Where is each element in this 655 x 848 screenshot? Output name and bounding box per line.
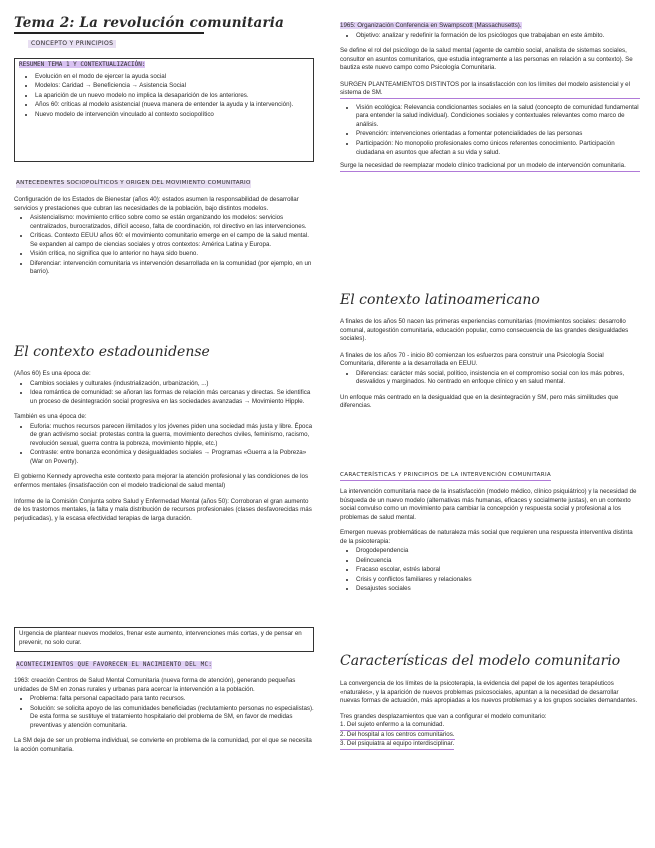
antecedentes-block: [14, 196, 314, 277]
carac-title: CARACTERÍSTICAS Y PRINCIPIOS DE LA INTERVENCIÓN COMUNITARIA: [340, 472, 551, 481]
emergen-item: • Drogodependencia: [356, 546, 640, 556]
eeuu-block: [14, 370, 314, 523]
summary-box: [14, 58, 314, 162]
title-underline: [14, 32, 204, 34]
antecedentes-item: • Críticas. Contexto EEUU años 60: el movimiento comunitario emerge en el campo de la salud mental. Se expanden al campo de ciencias sociales y otros contextos: América Latina y Europa.: [30, 231, 314, 249]
antecedentes-list: [14, 213, 314, 277]
eeuu-item: • Idea romántica de comunidad: se añoran las formas de relación más cercanas y directas. Se identifica un proceso de desintegración social progresiva en las sociedades avanzadas → Movimiento Hipple.: [30, 388, 314, 406]
desplazamiento-item: 3. Del psiquiatra al equipo interdisciplinar.: [340, 740, 454, 750]
surgen-item: • Visión ecológica: Relevancia condicionantes sociales en la salud (concepto de comunidad fundamental para entender la salud individual). Condiciones sociales y contextuales relevantes como marco de análisis.: [356, 103, 640, 130]
latino-block: [340, 318, 640, 411]
modelo-paragraph-2: Tres grandes desplazamientos que van a configurar el modelo comunitario:: [340, 712, 547, 720]
emergen-item: • Desajustes sociales: [356, 584, 640, 594]
acont-item: • Solución: se solicita apoyo de las comunidades beneficiadas (reclutamiento personas no especialistas). De esta forma se sustituye el tratamiento hospitalario del problema de SM, en favor de medidas preventivas y atención comunitaria.: [30, 704, 314, 731]
antecedentes-title: ANTECEDENTES SOCIOPOLÍTICOS Y ORIGEN DEL MOVIMIENTO COMUNITARIO: [16, 180, 251, 186]
desplazamiento-item: 2. Del hospital a los centros comunitarios.: [340, 731, 455, 741]
antecedentes-item: • Asistencialismo: movimiento crítico sobre como se están organizando los modelos: servicios centralizados, burocratizados, difícil acceso, falta de coordinación, rol directivo en las intervenciones.: [30, 213, 314, 231]
acont-block: [14, 677, 314, 754]
page-title: Tema 2: La revolución comunitaria: [14, 15, 285, 31]
emergen-item: • Delincuencia: [356, 556, 640, 566]
urgencia-box: [14, 627, 314, 652]
carac-paragraph: La intervención comunitaria nace de la insatisfacción (modelo médico, clínico psiquiátrico) y la necesidad de búsqueda de un nuevo modelo (alternativas más humanas, eficaces y socialmente justas), en un contexto social convulso como un movimiento para cambiar la concepción y respuesta social y profesional a los problemas de salud mental.: [340, 488, 637, 521]
latino-list: [340, 369, 640, 387]
summary-item: • Años 60: críticas al modelo asistencial (nueva manera de entender la ayuda y la intervención).: [35, 100, 309, 110]
eeuu-list-2: [14, 422, 314, 467]
summary-list: [19, 72, 309, 120]
summary-item: • Modelos: Caridad → Beneficiencia → Asistencia Social: [35, 81, 309, 91]
antecedentes-item: • Visión crítica, no significa que lo anterior no haya sido bueno.: [30, 249, 314, 259]
latino-heading: El contexto latinoamericano: [340, 292, 540, 308]
desplazamiento-item: 1. Del sujeto enfermo a la comunidad.: [340, 721, 444, 731]
modelo-block: [340, 680, 640, 750]
acont-end: La SM deja de ser un problema individual, se convierte en problema de la comunidad, por el que se necesita la acción comunitaria.: [14, 737, 312, 753]
summary-title: RESUMEN TEMA 1 Y CONTEXTUALIZACIÓN:: [19, 61, 146, 68]
swampscott-item: • Objetivo: analizar y redefinir la formación de los psicólogos que trabajaban en este ámbito.: [356, 31, 640, 41]
surgen-item: • Participación: No monopolio profesionales como únicos referentes conocimiento. Participación ciudadana en asuntos que afectan a su vida y salud.: [356, 139, 640, 157]
surge-necesidad: Surge la necesidad de reemplazar modelo clínico tradicional por un modelo de intervención comunitaria.: [340, 162, 640, 172]
concept-tag: CONCEPTO Y PRINCIPIOS: [28, 40, 116, 48]
summary-item: • Evolución en el modo de ejercer la ayuda social: [35, 72, 309, 82]
swampscott-block: [340, 22, 640, 172]
swampscott-list: [340, 31, 640, 41]
eeuu-tambien: También es una época de:: [14, 413, 87, 421]
antecedentes-item: • Diferenciar: intervención comunitaria vs intervención desarrollada en la comunidad (por ejemplo, en un barrio).: [30, 259, 314, 277]
eeuu-list-1: [14, 379, 314, 407]
emergen-paragraph: Emergen nuevas problemáticas de naturaleza más social que requieren una respuesta interventiva distinta de la psicoterapia:: [340, 529, 633, 545]
acont-title: ACONTECIMIENTOS QUE FAVORECEN EL NACIMIENTO DEL MC:: [16, 662, 213, 668]
acont-list: [14, 694, 314, 730]
emergen-item: • Crisis y conflictos familiares y relacionales: [356, 575, 640, 585]
eeuu-item: • Contraste: entre bonanza económica y desigualdades sociales → Programas «Guerra a la Pobreza» (War on Poverty).: [30, 448, 314, 466]
acont-intro: 1963: creación Centros de Salud Mental Comunitaria (nueva forma de atención), generando pequeñas unidades de SM en zonas rurales y urbanas para acercar la intervención a la población.: [14, 677, 296, 693]
kennedy-paragraph: El gobierno Kennedy aprovecha este contexto para mejorar la atención profesional y las condiciones de los enfermos mentales (insatisfacción con el modelo tradicional de salud mental): [14, 473, 309, 490]
informe-paragraph: Informe de la Comisión Conjunta sobre Salud y Enfermedad Mental (años 50): Corroboran el gran aumento de los trastornos mentales, la falta y mala distribución de recursos profesionales (clases desfavorecidas más perjudicadas), y la escasa efectividad terapias de larga duración.: [14, 497, 312, 522]
emergen-list: [340, 546, 640, 594]
modelo-heading: Características del modelo comunitario: [340, 653, 621, 669]
eeuu-item: • Cambios sociales y culturales (industrialización, urbanización, ...): [30, 379, 314, 389]
modelo-paragraph-1: La convergencia de los límites de la psicoterapia, la evidencia del papel de los agentes terapéuticos «naturales», y la aparición de nuevos problemas psicosociales, apuntan a la necesidad de desarrollar nuevas formas de actuación, más apropiadas a los nuevos problemas y a los grupos sociales demandantes.: [340, 680, 638, 705]
eeuu-intro: (Años 60) Es una época de:: [14, 370, 91, 377]
latino-item: • Diferencias: carácter más social, político, insistencia en el compromiso social con los más pobres, desvalidos y marginados. No centrado en enfoque clínico y en salud mental.: [356, 369, 640, 387]
antecedentes-intro: Configuración de los Estados de Bienestar (años 40): estados asumen la responsabilidad de desarrollar servicios y prestaciones que cubran las necesidades de la población, bajo distintos modelos.: [14, 196, 299, 212]
latino-paragraph-3: Un enfoque más centrado en la desigualdad que en la desintegración y SM, pero más similitudes que diferencias.: [340, 393, 619, 410]
summary-item: • La aparición de un nuevo modelo no implica la desaparición de los anteriores.: [35, 91, 309, 101]
surgen-item: • Prevención: intervenciones orientadas a fomentar potencialidades de las personas: [356, 129, 640, 139]
urgencia-text: Urgencia de plantear nuevos modelos, frenar este aumento, intervenciones más cortas, y de pensar en prevenir, no solo curar.: [19, 630, 302, 646]
eeuu-item: • Euforia: muchos recursos parecen ilimitados y los jóvenes piden una sociedad más justa y libre. Época de gran activismo social: protestas contra la guerra, movimiento derechos civiles, feminismo, racismo, revolución sexual, guerra contra la pobreza, movimiento hipple, etc.): [30, 422, 314, 449]
summary-item: • Nuevo modelo de intervención vinculado al contexto sociopolítico: [35, 110, 309, 120]
eeuu-heading: El contexto estadounidense: [14, 344, 210, 360]
latino-paragraph-2: A finales de los años 70 - inicio 80 comienzan los esfuerzos para construir una Psicología Social Comunitaria, diferente a la desarrollada en EEUU.: [340, 351, 604, 368]
rol-paragraph: Se define el rol del psicólogo de la salud mental (agente de cambio social, analista de sistemas sociales, consultor en asuntos comunitarios, que estudia integramente a las personas en relación a su contexto). Se bautiza este nuevo campo como Psicología Comunitaria.: [340, 47, 633, 72]
surgen-heading: SURGEN PLANTEAMIENTOS DISTINTOS por la insatisfacción con los límites del modelo asistencial y el sistema de SM.: [340, 81, 640, 99]
surgen-list: [340, 103, 640, 157]
emergen-item: • Fracaso escolar, estrés laboral: [356, 565, 640, 575]
acont-item: • Problema: falta personal capacitado para tanto recursos.: [30, 694, 314, 704]
latino-paragraph-1: A finales de los años 50 nacen las primeras experiencias comunitarias (movimientos sociales: desarrollo comunal, autogestión comunitaria, educación popular, como consecuencia de las grandes desigualdades sociales).: [340, 318, 629, 343]
carac-block: [340, 488, 640, 594]
swampscott-heading: 1965: Organización Conferencia en Swampscott (Massachusetts).: [340, 22, 522, 29]
